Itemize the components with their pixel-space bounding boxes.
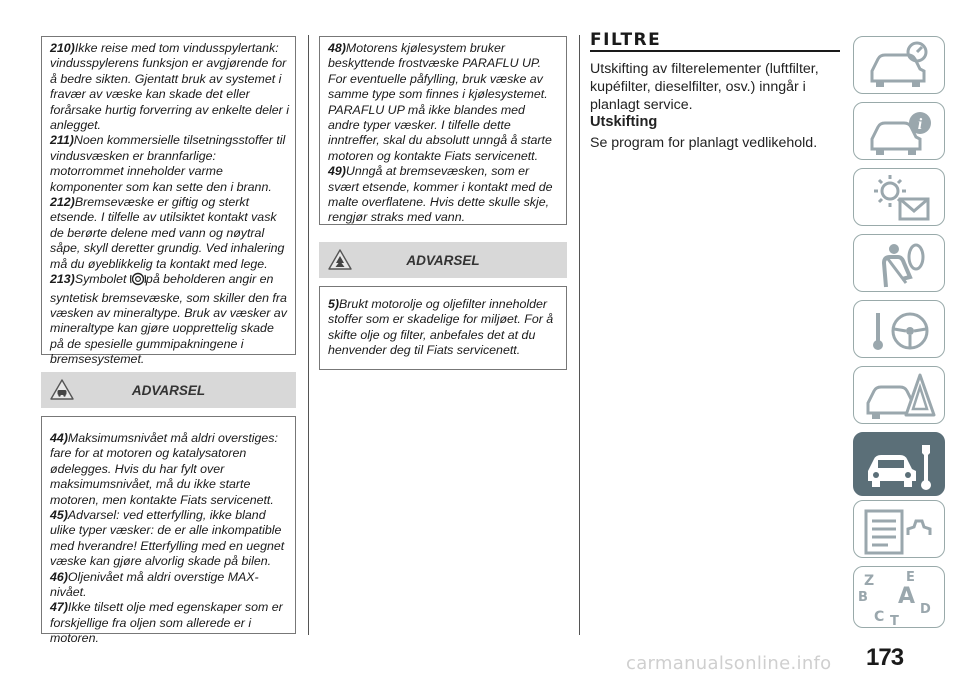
warning-header-middle <box>319 242 567 278</box>
svg-text:T: T <box>890 614 899 629</box>
section-body: Se program for planlagt vedlikehold. <box>590 135 818 151</box>
tab-safety[interactable] <box>853 234 945 292</box>
car-wrench-icon <box>854 433 946 497</box>
page-number: 173 <box>866 644 904 671</box>
warning-title-middle: ADVARSEL <box>406 253 480 268</box>
warning-note-46: 46)Oljenivået må aldri overstige MAX-nivået. <box>50 569 259 600</box>
watermark: carmanualsonline.info <box>626 653 832 674</box>
note-49: 49)Unngå at bremsevæsken, som er svært etsende, kommer i kontakt med de malte overflatene. Hvis dette skulle skje, rengjør straks med vann. <box>328 164 553 225</box>
svg-text:Z: Z <box>864 573 875 589</box>
note-210: 210)Ikke reise med tom vindusspylertank: vindusspylerens funksjon er avgjørende for å bedre sikten. Gjentatt bruk av systemet i fravær av væske kan skade det eller forårsake hurtig forverring av enkelte deler i anlegget. <box>50 41 289 133</box>
brake-fluid-icon <box>130 272 146 290</box>
warning-note-47: 47)Ikke tilsett olje med egenskaper som er forskjellige fra oljen som allerede er i motoren. <box>50 600 283 646</box>
tab-dashboard[interactable] <box>853 36 945 94</box>
alphabetical-index-icon <box>854 567 946 629</box>
technical-data-list-icon <box>854 501 946 559</box>
notes-box-left-top <box>41 36 296 367</box>
warning-note-5: 5)Brukt motorolje og oljefilter inneholder stoffer som er skadelige for miljøet. For å skifte olje og filter, anbefales det at du henvender deg til Fiats servicenett. <box>328 297 554 358</box>
note-48: 48)Motorens kjølesystem bruker beskyttende frostvæske PARAFLU UP. For eventuelle påfylling, bruk væske av samme type som finnes i kjølesystemet. PARAFLU UP må ikke blandes med andre typer væsker. I tilfelle dette inntreffer, skal du absolutt unngå å starte motoren og kontakte Fiats servicenett. <box>328 41 552 163</box>
airbag-safety-icon <box>854 235 946 293</box>
section-intro: Utskifting av filterelementer (luftfilter, kupéfilter, dieselfilter, osv.) inngår i planlagt service. <box>590 61 819 113</box>
car-dashboard-icon <box>854 37 946 95</box>
car-info-icon <box>854 103 946 161</box>
tab-warning-lights[interactable] <box>853 168 945 226</box>
svg-text:C: C <box>874 609 885 625</box>
warning-note-44: 44)Maksimumsnivået må aldri overstiges: fare for at motoren og katalysatoren ødelegges. Hvis du har fylt over maksimumsnivået, må du ikke starte motoren, men kontakte Fiats servicenett. <box>50 431 278 507</box>
svg-text:D: D <box>920 602 931 617</box>
svg-text:A: A <box>898 584 916 609</box>
car-hazard-triangle-icon <box>854 367 946 425</box>
warning-box-left <box>41 416 296 646</box>
tab-starting-driving[interactable] <box>853 300 945 358</box>
column-divider-right <box>579 35 580 635</box>
svg-text:E: E <box>906 570 915 585</box>
svg-text:i: i <box>917 116 923 133</box>
warning-lights-message-icon <box>854 169 946 227</box>
section-title: FILTRE <box>590 30 662 50</box>
tab-emergency[interactable] <box>853 366 945 424</box>
tab-index[interactable] <box>853 566 945 628</box>
key-steering-wheel-icon <box>854 301 946 359</box>
note-212: 212)Bremsevæske er giftig og sterkt etsende. I tilfelle av utilsiktet kontakt vask de berørte delene med vann og nøytral såpe, skyll deretter grundig. Ved inhalering må du øyeblikkelig ta kontakt med lege. <box>50 195 285 271</box>
tab-technical-data[interactable] <box>853 500 945 558</box>
section-title-rule <box>590 50 840 52</box>
warning-title-left: ADVARSEL <box>131 383 206 398</box>
notes-box-middle-top <box>319 36 567 225</box>
tab-maintenance[interactable] <box>853 432 945 496</box>
tab-car-info[interactable] <box>853 102 945 160</box>
column-divider-left <box>308 35 309 635</box>
note-211: 211)Noen kommersielle tilsetningsstoffer til vindusvæsken er brannfarlige: motorrommet inneholder varme komponenter som kan sette den i brann. <box>50 133 286 194</box>
warning-note-45: 45)Advarsel: ved etterfylling, ikke bland ulike typer væsker: de er alle inkompatible med hverandre! Etterfylling med en uegnet væske kan gjøre alvorlig skade på bilen. <box>50 508 285 569</box>
svg-text:B: B <box>858 590 868 605</box>
note-213: 213)Symbolet på beholderen angir en syntetisk bremsevæske, som skiller den fra væsken av mineraltype. Bruk av væsker av mineraltype kan gjøre uopprettelig skade på de spesielle gummipakningene i bremsesystemet. <box>50 272 287 367</box>
subheading-utskifting: Utskifting <box>590 114 658 130</box>
warning-box-middle <box>319 286 567 370</box>
warning-header-left <box>41 372 296 408</box>
